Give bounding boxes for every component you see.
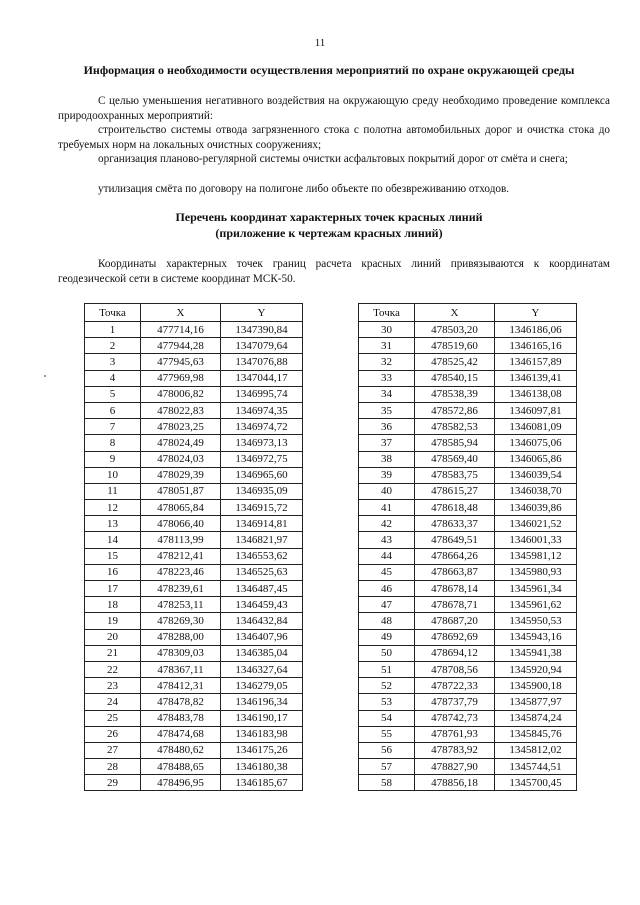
point-number: 37 bbox=[359, 435, 415, 451]
table-row bbox=[359, 775, 577, 791]
point-number: 12 bbox=[85, 500, 141, 516]
point-number: 28 bbox=[85, 759, 141, 775]
x-coordinate: 478742,73 bbox=[415, 710, 495, 726]
x-coordinate: 478488,65 bbox=[141, 759, 221, 775]
table-row bbox=[85, 726, 303, 742]
table-row bbox=[359, 322, 577, 338]
x-coordinate: 478687,20 bbox=[415, 613, 495, 629]
point-number: 11 bbox=[85, 483, 141, 499]
table-row bbox=[85, 386, 303, 402]
table-row bbox=[85, 548, 303, 564]
point-number: 36 bbox=[359, 419, 415, 435]
column-header-y: Y bbox=[221, 304, 303, 322]
x-coordinate: 478066,40 bbox=[141, 516, 221, 532]
paragraph-item-1: строительство системы отвода загрязненного стока с полотна автомобильных дорог и очистка стока до требуемых норм на локальных очистных сооружениях; bbox=[58, 124, 610, 151]
table-row bbox=[359, 370, 577, 386]
point-number: 2 bbox=[85, 338, 141, 354]
point-number: 26 bbox=[85, 726, 141, 742]
y-coordinate: 1347044,17 bbox=[221, 370, 303, 386]
x-coordinate: 478223,46 bbox=[141, 564, 221, 580]
point-number: 45 bbox=[359, 564, 415, 580]
point-number: 35 bbox=[359, 402, 415, 418]
x-coordinate: 478694,12 bbox=[415, 645, 495, 661]
y-coordinate: 1346065,86 bbox=[495, 451, 577, 467]
table-row bbox=[85, 370, 303, 386]
table-row bbox=[359, 661, 577, 677]
x-coordinate: 478525,42 bbox=[415, 354, 495, 370]
table-row bbox=[359, 726, 577, 742]
y-coordinate: 1346973,13 bbox=[221, 435, 303, 451]
table-row bbox=[85, 581, 303, 597]
paragraph-coordinates-intro: Координаты характерных точек границ расчета красных линий привязываются к координатам геодезической сети в системе координат МСК-50. bbox=[58, 258, 610, 285]
table-row bbox=[85, 613, 303, 629]
x-coordinate: 478006,82 bbox=[141, 386, 221, 402]
table-row bbox=[85, 678, 303, 694]
y-coordinate: 1345920,94 bbox=[495, 661, 577, 677]
y-coordinate: 1346525,63 bbox=[221, 564, 303, 580]
y-coordinate: 1346196,34 bbox=[221, 694, 303, 710]
x-coordinate: 478051,87 bbox=[141, 483, 221, 499]
paragraph-item-3: утилизация смёта по договору на полигоне либо объекте по обезвреживанию отходов. bbox=[98, 183, 510, 195]
table-row bbox=[85, 759, 303, 775]
x-coordinate: 478269,30 bbox=[141, 613, 221, 629]
y-coordinate: 1346965,60 bbox=[221, 467, 303, 483]
point-number: 25 bbox=[85, 710, 141, 726]
y-coordinate: 1345980,93 bbox=[495, 564, 577, 580]
table-row bbox=[85, 467, 303, 483]
point-number: 17 bbox=[85, 581, 141, 597]
y-coordinate: 1345744,51 bbox=[495, 759, 577, 775]
y-coordinate: 1346915,72 bbox=[221, 500, 303, 516]
table-row bbox=[359, 581, 577, 597]
x-coordinate: 478023,25 bbox=[141, 419, 221, 435]
column-header-y: Y bbox=[495, 304, 577, 322]
x-coordinate: 478065,84 bbox=[141, 500, 221, 516]
y-coordinate: 1346039,86 bbox=[495, 500, 577, 516]
column-header-point: Точка bbox=[85, 304, 141, 322]
point-number: 3 bbox=[85, 354, 141, 370]
table-row bbox=[359, 645, 577, 661]
x-coordinate: 478540,15 bbox=[415, 370, 495, 386]
x-coordinate: 478722,33 bbox=[415, 678, 495, 694]
y-coordinate: 1346432,84 bbox=[221, 613, 303, 629]
point-number: 48 bbox=[359, 613, 415, 629]
x-coordinate: 478478,82 bbox=[141, 694, 221, 710]
x-coordinate: 478583,75 bbox=[415, 467, 495, 483]
y-coordinate: 1346139,41 bbox=[495, 370, 577, 386]
point-number: 46 bbox=[359, 581, 415, 597]
point-number: 23 bbox=[85, 678, 141, 694]
y-coordinate: 1345900,18 bbox=[495, 678, 577, 694]
table-row bbox=[359, 386, 577, 402]
y-coordinate: 1345961,34 bbox=[495, 581, 577, 597]
y-coordinate: 1346038,70 bbox=[495, 483, 577, 499]
x-coordinate: 478538,39 bbox=[415, 386, 495, 402]
x-coordinate: 478663,87 bbox=[415, 564, 495, 580]
point-number: 30 bbox=[359, 322, 415, 338]
point-number: 18 bbox=[85, 597, 141, 613]
point-number: 19 bbox=[85, 613, 141, 629]
point-number: 52 bbox=[359, 678, 415, 694]
table-row bbox=[359, 483, 577, 499]
table-row bbox=[359, 629, 577, 645]
table-row bbox=[359, 467, 577, 483]
y-coordinate: 1345943,16 bbox=[495, 629, 577, 645]
x-coordinate: 478309,03 bbox=[141, 645, 221, 661]
x-coordinate: 477944,28 bbox=[141, 338, 221, 354]
table-row bbox=[85, 500, 303, 516]
y-coordinate: 1345877,97 bbox=[495, 694, 577, 710]
y-coordinate: 1346097,81 bbox=[495, 402, 577, 418]
table-row bbox=[85, 694, 303, 710]
point-number: 58 bbox=[359, 775, 415, 791]
y-coordinate: 1345845,76 bbox=[495, 726, 577, 742]
heading-list-line2: (приложение к чертежам красных линий) bbox=[215, 226, 443, 240]
point-number: 8 bbox=[85, 435, 141, 451]
x-coordinate: 478367,11 bbox=[141, 661, 221, 677]
point-number: 13 bbox=[85, 516, 141, 532]
y-coordinate: 1345961,62 bbox=[495, 597, 577, 613]
point-number: 44 bbox=[359, 548, 415, 564]
table-row bbox=[85, 661, 303, 677]
point-number: 15 bbox=[85, 548, 141, 564]
y-coordinate: 1345874,24 bbox=[495, 710, 577, 726]
table-row bbox=[359, 516, 577, 532]
y-coordinate: 1345941,38 bbox=[495, 645, 577, 661]
column-header-x: X bbox=[415, 304, 495, 322]
x-coordinate: 478569,40 bbox=[415, 451, 495, 467]
table-row bbox=[85, 338, 303, 354]
point-number: 42 bbox=[359, 516, 415, 532]
table-row bbox=[359, 500, 577, 516]
y-coordinate: 1346081,09 bbox=[495, 419, 577, 435]
column-header-point: Точка bbox=[359, 304, 415, 322]
point-number: 16 bbox=[85, 564, 141, 580]
y-coordinate: 1346974,72 bbox=[221, 419, 303, 435]
heading-list-line1: Перечень координат характерных точек красных линий bbox=[175, 210, 483, 224]
x-coordinate: 478664,26 bbox=[415, 548, 495, 564]
point-number: 55 bbox=[359, 726, 415, 742]
x-coordinate: 478412,31 bbox=[141, 678, 221, 694]
point-number: 34 bbox=[359, 386, 415, 402]
x-coordinate: 478029,39 bbox=[141, 467, 221, 483]
point-number: 6 bbox=[85, 402, 141, 418]
x-coordinate: 478649,51 bbox=[415, 532, 495, 548]
point-number: 7 bbox=[85, 419, 141, 435]
y-coordinate: 1345812,02 bbox=[495, 742, 577, 758]
y-coordinate: 1346935,09 bbox=[221, 483, 303, 499]
y-coordinate: 1347079,64 bbox=[221, 338, 303, 354]
x-coordinate: 478474,68 bbox=[141, 726, 221, 742]
y-coordinate: 1345950,53 bbox=[495, 613, 577, 629]
paragraph-item-2: организация планово-регулярной системы очистки асфальтовых покрытий дорог от смёта и снега; bbox=[98, 153, 568, 165]
table-row bbox=[85, 597, 303, 613]
point-number: 1 bbox=[85, 322, 141, 338]
y-coordinate: 1346186,06 bbox=[495, 322, 577, 338]
y-coordinate: 1346180,38 bbox=[221, 759, 303, 775]
x-coordinate: 477945,63 bbox=[141, 354, 221, 370]
page-number: 11 bbox=[314, 37, 326, 49]
x-coordinate: 477969,98 bbox=[141, 370, 221, 386]
y-coordinate: 1346039,54 bbox=[495, 467, 577, 483]
point-number: 53 bbox=[359, 694, 415, 710]
table-row bbox=[359, 564, 577, 580]
y-coordinate: 1346190,17 bbox=[221, 710, 303, 726]
y-coordinate: 1346487,45 bbox=[221, 581, 303, 597]
x-coordinate: 478692,69 bbox=[415, 629, 495, 645]
table-row bbox=[85, 710, 303, 726]
x-coordinate: 478856,18 bbox=[415, 775, 495, 791]
point-number: 47 bbox=[359, 597, 415, 613]
table-row bbox=[359, 354, 577, 370]
x-coordinate: 478239,61 bbox=[141, 581, 221, 597]
table-row bbox=[359, 548, 577, 564]
table-row bbox=[359, 742, 577, 758]
point-number: 5 bbox=[85, 386, 141, 402]
x-coordinate: 478480,62 bbox=[141, 742, 221, 758]
heading-coordinates-list bbox=[40, 209, 618, 241]
x-coordinate: 478022,83 bbox=[141, 402, 221, 418]
point-number: 40 bbox=[359, 483, 415, 499]
table-row bbox=[359, 402, 577, 418]
y-coordinate: 1346183,98 bbox=[221, 726, 303, 742]
table-row bbox=[359, 532, 577, 548]
y-coordinate: 1346553,62 bbox=[221, 548, 303, 564]
table-row bbox=[359, 694, 577, 710]
point-number: 38 bbox=[359, 451, 415, 467]
table-row bbox=[359, 759, 577, 775]
table-row bbox=[85, 629, 303, 645]
point-number: 4 bbox=[85, 370, 141, 386]
table-row bbox=[85, 775, 303, 791]
table-row bbox=[85, 516, 303, 532]
x-coordinate: 478737,79 bbox=[415, 694, 495, 710]
table-header-row bbox=[85, 304, 303, 322]
table-row bbox=[85, 564, 303, 580]
table-row bbox=[359, 613, 577, 629]
point-number: 41 bbox=[359, 500, 415, 516]
y-coordinate: 1346972,75 bbox=[221, 451, 303, 467]
y-coordinate: 1346995,74 bbox=[221, 386, 303, 402]
x-coordinate: 478582,53 bbox=[415, 419, 495, 435]
point-number: 54 bbox=[359, 710, 415, 726]
x-coordinate: 478113,99 bbox=[141, 532, 221, 548]
point-number: 24 bbox=[85, 694, 141, 710]
heading-environment: Информация о необходимости осуществления мероприятий по охране окружающей среды bbox=[83, 63, 575, 77]
y-coordinate: 1346175,26 bbox=[221, 742, 303, 758]
margin-mark bbox=[44, 375, 46, 377]
table-row bbox=[359, 451, 577, 467]
y-coordinate: 1346138,08 bbox=[495, 386, 577, 402]
table-row bbox=[85, 742, 303, 758]
table-row bbox=[85, 354, 303, 370]
y-coordinate: 1346279,05 bbox=[221, 678, 303, 694]
point-number: 10 bbox=[85, 467, 141, 483]
x-coordinate: 478783,92 bbox=[415, 742, 495, 758]
x-coordinate: 478585,94 bbox=[415, 435, 495, 451]
table-row bbox=[85, 483, 303, 499]
point-number: 43 bbox=[359, 532, 415, 548]
y-coordinate: 1346821,97 bbox=[221, 532, 303, 548]
point-number: 31 bbox=[359, 338, 415, 354]
y-coordinate: 1346974,35 bbox=[221, 402, 303, 418]
x-coordinate: 478024,03 bbox=[141, 451, 221, 467]
point-number: 32 bbox=[359, 354, 415, 370]
table-row bbox=[85, 402, 303, 418]
table-row bbox=[85, 532, 303, 548]
point-number: 39 bbox=[359, 467, 415, 483]
y-coordinate: 1346385,04 bbox=[221, 645, 303, 661]
table-row bbox=[359, 435, 577, 451]
y-coordinate: 1346165,16 bbox=[495, 338, 577, 354]
y-coordinate: 1345700,45 bbox=[495, 775, 577, 791]
x-coordinate: 478483,78 bbox=[141, 710, 221, 726]
y-coordinate: 1346914,81 bbox=[221, 516, 303, 532]
y-coordinate: 1346021,52 bbox=[495, 516, 577, 532]
point-number: 22 bbox=[85, 661, 141, 677]
point-number: 49 bbox=[359, 629, 415, 645]
table-row bbox=[359, 710, 577, 726]
point-number: 29 bbox=[85, 775, 141, 791]
y-coordinate: 1346075,06 bbox=[495, 435, 577, 451]
point-number: 21 bbox=[85, 645, 141, 661]
table-row bbox=[85, 645, 303, 661]
x-coordinate: 478288,00 bbox=[141, 629, 221, 645]
y-coordinate: 1346185,67 bbox=[221, 775, 303, 791]
table-row bbox=[85, 435, 303, 451]
x-coordinate: 478503,20 bbox=[415, 322, 495, 338]
x-coordinate: 478678,14 bbox=[415, 581, 495, 597]
table-row bbox=[359, 678, 577, 694]
point-number: 56 bbox=[359, 742, 415, 758]
coordinates-table-left bbox=[84, 303, 303, 791]
y-coordinate: 1347076,88 bbox=[221, 354, 303, 370]
x-coordinate: 478253,11 bbox=[141, 597, 221, 613]
x-coordinate: 477714,16 bbox=[141, 322, 221, 338]
coordinates-table-right bbox=[358, 303, 577, 791]
table-row bbox=[359, 338, 577, 354]
table-row bbox=[359, 419, 577, 435]
point-number: 57 bbox=[359, 759, 415, 775]
x-coordinate: 478572,86 bbox=[415, 402, 495, 418]
x-coordinate: 478024,49 bbox=[141, 435, 221, 451]
x-coordinate: 478827,90 bbox=[415, 759, 495, 775]
y-coordinate: 1346407,96 bbox=[221, 629, 303, 645]
table-row bbox=[85, 322, 303, 338]
y-coordinate: 1346001,33 bbox=[495, 532, 577, 548]
point-number: 50 bbox=[359, 645, 415, 661]
y-coordinate: 1347390,84 bbox=[221, 322, 303, 338]
point-number: 9 bbox=[85, 451, 141, 467]
point-number: 27 bbox=[85, 742, 141, 758]
table-row bbox=[85, 451, 303, 467]
column-header-x: X bbox=[141, 304, 221, 322]
table-header-row bbox=[359, 304, 577, 322]
table-row bbox=[359, 597, 577, 613]
x-coordinate: 478761,93 bbox=[415, 726, 495, 742]
paragraph-intro: С целью уменьшения негативного воздействия на окружающую среду необходимо проведение комплекса природоохранных мероприятий: bbox=[58, 95, 610, 122]
y-coordinate: 1346157,89 bbox=[495, 354, 577, 370]
x-coordinate: 478496,95 bbox=[141, 775, 221, 791]
point-number: 14 bbox=[85, 532, 141, 548]
point-number: 20 bbox=[85, 629, 141, 645]
point-number: 51 bbox=[359, 661, 415, 677]
point-number: 33 bbox=[359, 370, 415, 386]
y-coordinate: 1345981,12 bbox=[495, 548, 577, 564]
x-coordinate: 478633,37 bbox=[415, 516, 495, 532]
x-coordinate: 478615,27 bbox=[415, 483, 495, 499]
x-coordinate: 478519,60 bbox=[415, 338, 495, 354]
x-coordinate: 478212,41 bbox=[141, 548, 221, 564]
table-row bbox=[85, 419, 303, 435]
y-coordinate: 1346459,43 bbox=[221, 597, 303, 613]
x-coordinate: 478678,71 bbox=[415, 597, 495, 613]
x-coordinate: 478618,48 bbox=[415, 500, 495, 516]
y-coordinate: 1346327,64 bbox=[221, 661, 303, 677]
x-coordinate: 478708,56 bbox=[415, 661, 495, 677]
